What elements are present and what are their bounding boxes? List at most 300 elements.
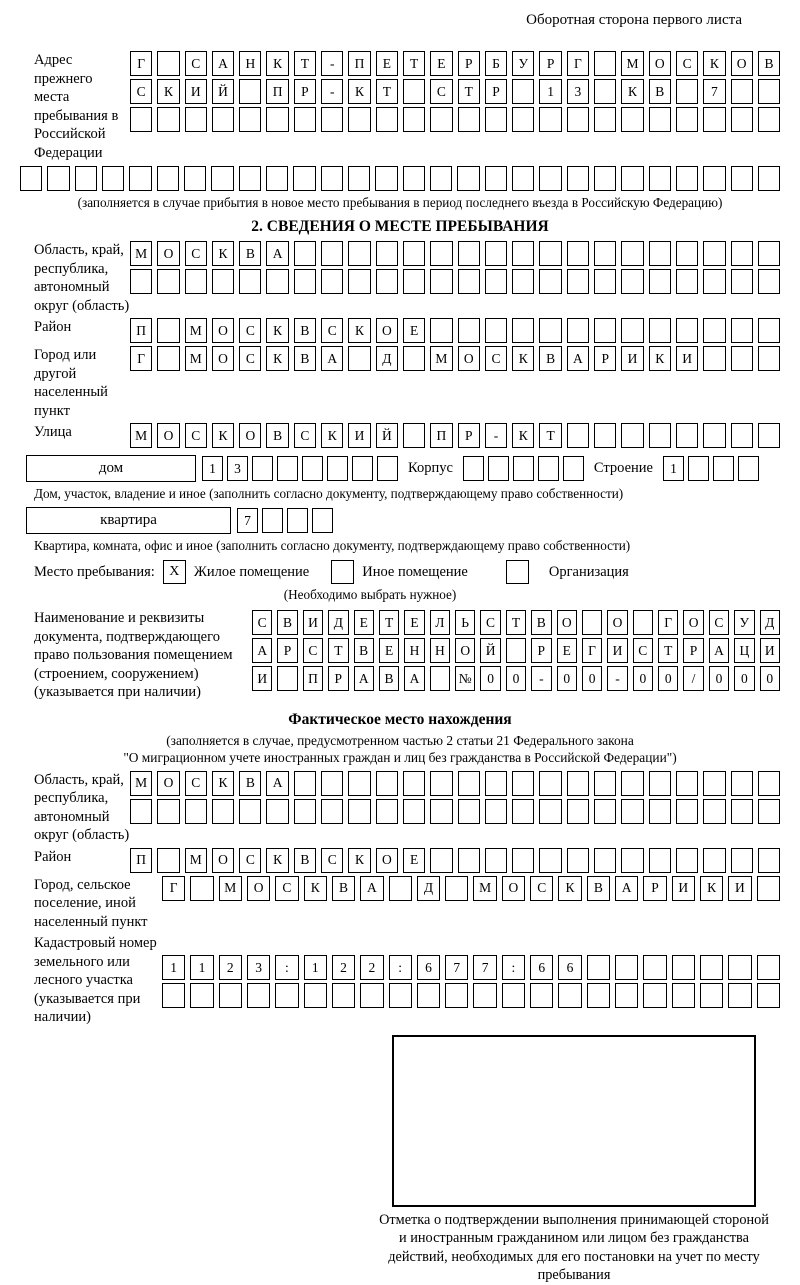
char-box[interactable] <box>587 983 610 1008</box>
char-box[interactable] <box>417 983 440 1008</box>
char-box[interactable] <box>430 799 452 824</box>
char-box[interactable]: / <box>683 666 703 691</box>
char-box[interactable]: 1 <box>539 79 561 104</box>
char-box[interactable]: А <box>266 241 288 266</box>
char-box[interactable] <box>567 848 589 873</box>
char-box[interactable] <box>287 508 308 533</box>
char-box[interactable]: С <box>185 51 207 76</box>
char-box[interactable]: 0 <box>633 666 653 691</box>
char-box[interactable] <box>643 955 666 980</box>
char-box[interactable] <box>458 107 480 132</box>
char-box[interactable] <box>567 423 589 448</box>
char-box[interactable]: А <box>266 771 288 796</box>
char-box[interactable] <box>458 241 480 266</box>
char-box[interactable] <box>348 107 370 132</box>
char-box[interactable] <box>348 166 370 191</box>
char-box[interactable]: 0 <box>506 666 526 691</box>
char-box[interactable] <box>621 423 643 448</box>
char-box[interactable]: Е <box>430 51 452 76</box>
char-box[interactable]: О <box>157 771 179 796</box>
char-box[interactable]: И <box>607 638 627 663</box>
char-box[interactable] <box>594 51 616 76</box>
char-box[interactable] <box>266 269 288 294</box>
char-box[interactable]: О <box>557 610 577 635</box>
char-box[interactable] <box>758 107 780 132</box>
char-box[interactable] <box>485 241 507 266</box>
char-box[interactable] <box>130 269 152 294</box>
char-box[interactable] <box>445 876 468 901</box>
char-box[interactable]: К <box>512 346 534 371</box>
char-box[interactable]: О <box>157 241 179 266</box>
char-box[interactable]: К <box>348 848 370 873</box>
char-box[interactable] <box>703 269 725 294</box>
char-box[interactable] <box>47 166 69 191</box>
char-box[interactable]: К <box>348 318 370 343</box>
char-box[interactable]: В <box>239 241 261 266</box>
char-box[interactable] <box>403 423 425 448</box>
char-box[interactable] <box>488 456 509 481</box>
char-box[interactable]: М <box>130 423 152 448</box>
char-box[interactable] <box>360 983 383 1008</box>
char-box[interactable]: Н <box>404 638 424 663</box>
char-box[interactable] <box>700 955 723 980</box>
char-box[interactable] <box>567 241 589 266</box>
char-box[interactable]: Д <box>417 876 440 901</box>
char-box[interactable] <box>376 269 398 294</box>
char-box[interactable] <box>403 79 425 104</box>
char-box[interactable]: Р <box>294 79 316 104</box>
checkbox-organization[interactable] <box>506 560 529 584</box>
char-box[interactable] <box>676 241 698 266</box>
char-box[interactable] <box>676 79 698 104</box>
char-box[interactable]: Т <box>506 610 526 635</box>
char-box[interactable] <box>348 799 370 824</box>
char-box[interactable]: Д <box>376 346 398 371</box>
char-box[interactable] <box>239 269 261 294</box>
char-box[interactable] <box>731 423 753 448</box>
char-box[interactable] <box>20 166 42 191</box>
char-box[interactable] <box>731 269 753 294</box>
char-box[interactable] <box>321 799 343 824</box>
char-box[interactable]: К <box>304 876 327 901</box>
char-box[interactable] <box>594 79 616 104</box>
char-box[interactable]: 6 <box>530 955 553 980</box>
char-box[interactable] <box>294 799 316 824</box>
char-box[interactable] <box>294 107 316 132</box>
char-box[interactable]: И <box>303 610 323 635</box>
char-box[interactable] <box>567 166 589 191</box>
char-box[interactable]: Ц <box>734 638 754 663</box>
char-box[interactable]: 3 <box>227 456 248 481</box>
char-box[interactable]: Е <box>557 638 577 663</box>
char-box[interactable] <box>649 423 671 448</box>
char-box[interactable]: 1 <box>190 955 213 980</box>
char-box[interactable] <box>731 166 753 191</box>
char-box[interactable]: 1 <box>162 955 185 980</box>
char-box[interactable] <box>403 107 425 132</box>
char-box[interactable]: О <box>455 638 475 663</box>
char-box[interactable] <box>567 269 589 294</box>
char-box[interactable]: М <box>130 241 152 266</box>
char-box[interactable]: К <box>703 51 725 76</box>
char-box[interactable] <box>348 346 370 371</box>
char-box[interactable]: Р <box>643 876 666 901</box>
char-box[interactable] <box>266 166 288 191</box>
char-box[interactable]: В <box>379 666 399 691</box>
char-box[interactable]: С <box>252 610 272 635</box>
char-box[interactable] <box>389 983 412 1008</box>
char-box[interactable]: О <box>376 318 398 343</box>
char-box[interactable] <box>621 799 643 824</box>
char-box[interactable]: Р <box>531 638 551 663</box>
char-box[interactable]: М <box>185 848 207 873</box>
char-box[interactable]: Г <box>658 610 678 635</box>
char-box[interactable]: С <box>185 771 207 796</box>
char-box[interactable]: Н <box>430 638 450 663</box>
char-box[interactable]: - <box>485 423 507 448</box>
char-box[interactable]: Е <box>404 610 424 635</box>
char-box[interactable] <box>512 799 534 824</box>
char-box[interactable] <box>157 269 179 294</box>
char-box[interactable]: С <box>430 79 452 104</box>
char-box[interactable] <box>162 983 185 1008</box>
char-box[interactable] <box>512 166 534 191</box>
char-box[interactable] <box>567 799 589 824</box>
char-box[interactable] <box>457 166 479 191</box>
char-box[interactable] <box>275 983 298 1008</box>
char-box[interactable]: К <box>321 423 343 448</box>
char-box[interactable] <box>649 318 671 343</box>
char-box[interactable] <box>512 241 534 266</box>
char-box[interactable]: О <box>157 423 179 448</box>
char-box[interactable] <box>458 318 480 343</box>
char-box[interactable] <box>304 983 327 1008</box>
char-box[interactable] <box>185 799 207 824</box>
char-box[interactable] <box>321 241 343 266</box>
char-box[interactable]: И <box>252 666 272 691</box>
char-box[interactable]: А <box>354 666 374 691</box>
char-box[interactable] <box>676 771 698 796</box>
char-box[interactable]: М <box>430 346 452 371</box>
char-box[interactable]: - <box>607 666 627 691</box>
char-box[interactable]: Т <box>658 638 678 663</box>
char-box[interactable]: Г <box>567 51 589 76</box>
char-box[interactable] <box>352 456 373 481</box>
char-box[interactable] <box>539 269 561 294</box>
char-box[interactable] <box>615 983 638 1008</box>
char-box[interactable] <box>512 318 534 343</box>
char-box[interactable]: М <box>473 876 496 901</box>
char-box[interactable]: 6 <box>558 955 581 980</box>
char-box[interactable] <box>731 318 753 343</box>
char-box[interactable] <box>485 269 507 294</box>
char-box[interactable] <box>731 799 753 824</box>
char-box[interactable]: В <box>294 346 316 371</box>
char-box[interactable] <box>539 771 561 796</box>
char-box[interactable] <box>239 166 261 191</box>
char-box[interactable] <box>621 166 643 191</box>
char-box[interactable]: С <box>530 876 553 901</box>
char-box[interactable]: К <box>348 79 370 104</box>
char-box[interactable] <box>212 799 234 824</box>
char-box[interactable] <box>403 771 425 796</box>
char-box[interactable]: К <box>266 346 288 371</box>
char-box[interactable] <box>539 848 561 873</box>
char-box[interactable] <box>376 107 398 132</box>
char-box[interactable] <box>485 166 507 191</box>
char-box[interactable] <box>672 983 695 1008</box>
char-box[interactable]: В <box>587 876 610 901</box>
char-box[interactable]: Е <box>403 318 425 343</box>
char-box[interactable] <box>587 955 610 980</box>
char-box[interactable] <box>212 269 234 294</box>
char-box[interactable] <box>731 241 753 266</box>
char-box[interactable]: А <box>709 638 729 663</box>
char-box[interactable] <box>473 983 496 1008</box>
char-box[interactable] <box>703 423 725 448</box>
char-box[interactable]: - <box>531 666 551 691</box>
char-box[interactable]: А <box>404 666 424 691</box>
char-box[interactable]: 7 <box>703 79 725 104</box>
char-box[interactable]: И <box>760 638 780 663</box>
char-box[interactable]: № <box>455 666 475 691</box>
char-box[interactable] <box>485 107 507 132</box>
char-box[interactable] <box>403 346 425 371</box>
char-box[interactable]: О <box>239 423 261 448</box>
char-box[interactable]: 0 <box>658 666 678 691</box>
char-box[interactable]: А <box>615 876 638 901</box>
char-box[interactable] <box>731 771 753 796</box>
char-box[interactable]: Т <box>539 423 561 448</box>
char-box[interactable] <box>688 456 709 481</box>
char-box[interactable] <box>539 799 561 824</box>
char-box[interactable] <box>321 107 343 132</box>
char-box[interactable] <box>332 983 355 1008</box>
char-box[interactable]: 0 <box>709 666 729 691</box>
char-box[interactable] <box>567 771 589 796</box>
char-box[interactable]: Т <box>376 79 398 104</box>
char-box[interactable] <box>502 983 525 1008</box>
checkbox-residential[interactable]: X <box>163 560 186 584</box>
char-box[interactable]: Е <box>379 638 399 663</box>
char-box[interactable]: С <box>239 848 261 873</box>
char-box[interactable] <box>130 799 152 824</box>
char-box[interactable] <box>649 848 671 873</box>
char-box[interactable] <box>538 456 559 481</box>
char-box[interactable] <box>430 107 452 132</box>
char-box[interactable]: К <box>266 848 288 873</box>
char-box[interactable]: П <box>130 318 152 343</box>
char-box[interactable] <box>703 107 725 132</box>
char-box[interactable]: К <box>700 876 723 901</box>
char-box[interactable] <box>512 107 534 132</box>
char-box[interactable]: 7 <box>237 508 258 533</box>
char-box[interactable]: В <box>649 79 671 104</box>
char-box[interactable]: В <box>239 771 261 796</box>
char-box[interactable]: М <box>185 318 207 343</box>
char-box[interactable] <box>676 107 698 132</box>
char-box[interactable] <box>731 848 753 873</box>
char-box[interactable]: У <box>734 610 754 635</box>
char-box[interactable]: Е <box>376 51 398 76</box>
char-box[interactable]: С <box>633 638 653 663</box>
char-box[interactable] <box>247 983 270 1008</box>
char-box[interactable] <box>594 848 616 873</box>
char-box[interactable]: Т <box>379 610 399 635</box>
apartment-type-box[interactable]: квартира <box>26 507 231 534</box>
char-box[interactable]: Б <box>485 51 507 76</box>
char-box[interactable]: С <box>485 346 507 371</box>
char-box[interactable]: - <box>321 79 343 104</box>
char-box[interactable] <box>676 848 698 873</box>
char-box[interactable]: С <box>303 638 323 663</box>
char-box[interactable]: К <box>157 79 179 104</box>
char-box[interactable]: В <box>277 610 297 635</box>
char-box[interactable]: Й <box>376 423 398 448</box>
char-box[interactable]: Ь <box>455 610 475 635</box>
char-box[interactable]: Р <box>458 51 480 76</box>
char-box[interactable] <box>539 166 561 191</box>
char-box[interactable] <box>649 771 671 796</box>
char-box[interactable]: С <box>130 79 152 104</box>
char-box[interactable] <box>430 318 452 343</box>
char-box[interactable]: - <box>321 51 343 76</box>
char-box[interactable] <box>321 166 343 191</box>
char-box[interactable]: К <box>212 241 234 266</box>
char-box[interactable]: 2 <box>219 955 242 980</box>
char-box[interactable] <box>485 771 507 796</box>
char-box[interactable] <box>458 771 480 796</box>
char-box[interactable] <box>758 318 780 343</box>
char-box[interactable]: 7 <box>445 955 468 980</box>
char-box[interactable] <box>212 107 234 132</box>
char-box[interactable]: М <box>185 346 207 371</box>
char-box[interactable] <box>513 456 534 481</box>
char-box[interactable] <box>757 876 780 901</box>
char-box[interactable] <box>512 269 534 294</box>
char-box[interactable]: Г <box>162 876 185 901</box>
char-box[interactable] <box>376 241 398 266</box>
char-box[interactable] <box>157 318 179 343</box>
char-box[interactable]: О <box>502 876 525 901</box>
char-box[interactable] <box>539 107 561 132</box>
char-box[interactable] <box>703 848 725 873</box>
char-box[interactable] <box>348 241 370 266</box>
char-box[interactable] <box>703 799 725 824</box>
char-box[interactable]: Л <box>430 610 450 635</box>
char-box[interactable] <box>649 107 671 132</box>
char-box[interactable] <box>321 771 343 796</box>
char-box[interactable] <box>376 771 398 796</box>
char-box[interactable]: А <box>567 346 589 371</box>
char-box[interactable] <box>621 771 643 796</box>
checkbox-other-premise[interactable] <box>331 560 354 584</box>
char-box[interactable]: А <box>321 346 343 371</box>
char-box[interactable] <box>713 456 734 481</box>
char-box[interactable] <box>266 799 288 824</box>
char-box[interactable] <box>184 166 206 191</box>
char-box[interactable] <box>594 241 616 266</box>
char-box[interactable] <box>649 166 671 191</box>
char-box[interactable]: И <box>348 423 370 448</box>
char-box[interactable] <box>239 79 261 104</box>
char-box[interactable] <box>621 848 643 873</box>
char-box[interactable] <box>277 666 297 691</box>
char-box[interactable] <box>348 771 370 796</box>
char-box[interactable]: С <box>239 318 261 343</box>
char-box[interactable] <box>157 848 179 873</box>
char-box[interactable] <box>728 955 751 980</box>
char-box[interactable] <box>621 241 643 266</box>
char-box[interactable] <box>563 456 584 481</box>
char-box[interactable]: П <box>430 423 452 448</box>
char-box[interactable]: Г <box>130 346 152 371</box>
char-box[interactable] <box>758 346 780 371</box>
char-box[interactable]: 0 <box>480 666 500 691</box>
char-box[interactable]: Й <box>212 79 234 104</box>
char-box[interactable] <box>376 799 398 824</box>
char-box[interactable]: К <box>649 346 671 371</box>
char-box[interactable] <box>758 799 780 824</box>
char-box[interactable]: Д <box>328 610 348 635</box>
char-box[interactable] <box>266 107 288 132</box>
char-box[interactable] <box>615 955 638 980</box>
char-box[interactable] <box>375 166 397 191</box>
char-box[interactable]: Т <box>403 51 425 76</box>
char-box[interactable]: О <box>649 51 671 76</box>
char-box[interactable]: О <box>607 610 627 635</box>
char-box[interactable] <box>594 799 616 824</box>
char-box[interactable] <box>327 456 348 481</box>
char-box[interactable]: Е <box>354 610 374 635</box>
char-box[interactable]: В <box>332 876 355 901</box>
char-box[interactable] <box>676 318 698 343</box>
char-box[interactable]: К <box>212 771 234 796</box>
char-box[interactable]: К <box>266 51 288 76</box>
char-box[interactable]: М <box>621 51 643 76</box>
char-box[interactable] <box>758 771 780 796</box>
char-box[interactable]: К <box>621 79 643 104</box>
char-box[interactable] <box>728 983 751 1008</box>
char-box[interactable]: 2 <box>332 955 355 980</box>
char-box[interactable]: Т <box>294 51 316 76</box>
char-box[interactable]: В <box>539 346 561 371</box>
char-box[interactable] <box>129 166 151 191</box>
char-box[interactable] <box>458 269 480 294</box>
char-box[interactable] <box>463 456 484 481</box>
char-box[interactable] <box>594 269 616 294</box>
char-box[interactable] <box>703 346 725 371</box>
char-box[interactable] <box>758 269 780 294</box>
char-box[interactable] <box>294 269 316 294</box>
char-box[interactable]: Р <box>594 346 616 371</box>
char-box[interactable] <box>539 318 561 343</box>
char-box[interactable]: К <box>212 423 234 448</box>
char-box[interactable]: П <box>266 79 288 104</box>
char-box[interactable]: А <box>212 51 234 76</box>
char-box[interactable] <box>621 107 643 132</box>
char-box[interactable]: В <box>354 638 374 663</box>
char-box[interactable]: О <box>731 51 753 76</box>
char-box[interactable] <box>649 269 671 294</box>
char-box[interactable]: Р <box>277 638 297 663</box>
char-box[interactable]: С <box>294 423 316 448</box>
char-box[interactable] <box>643 983 666 1008</box>
char-box[interactable]: : <box>502 955 525 980</box>
char-box[interactable] <box>758 241 780 266</box>
char-box[interactable]: О <box>212 848 234 873</box>
char-box[interactable] <box>758 79 780 104</box>
